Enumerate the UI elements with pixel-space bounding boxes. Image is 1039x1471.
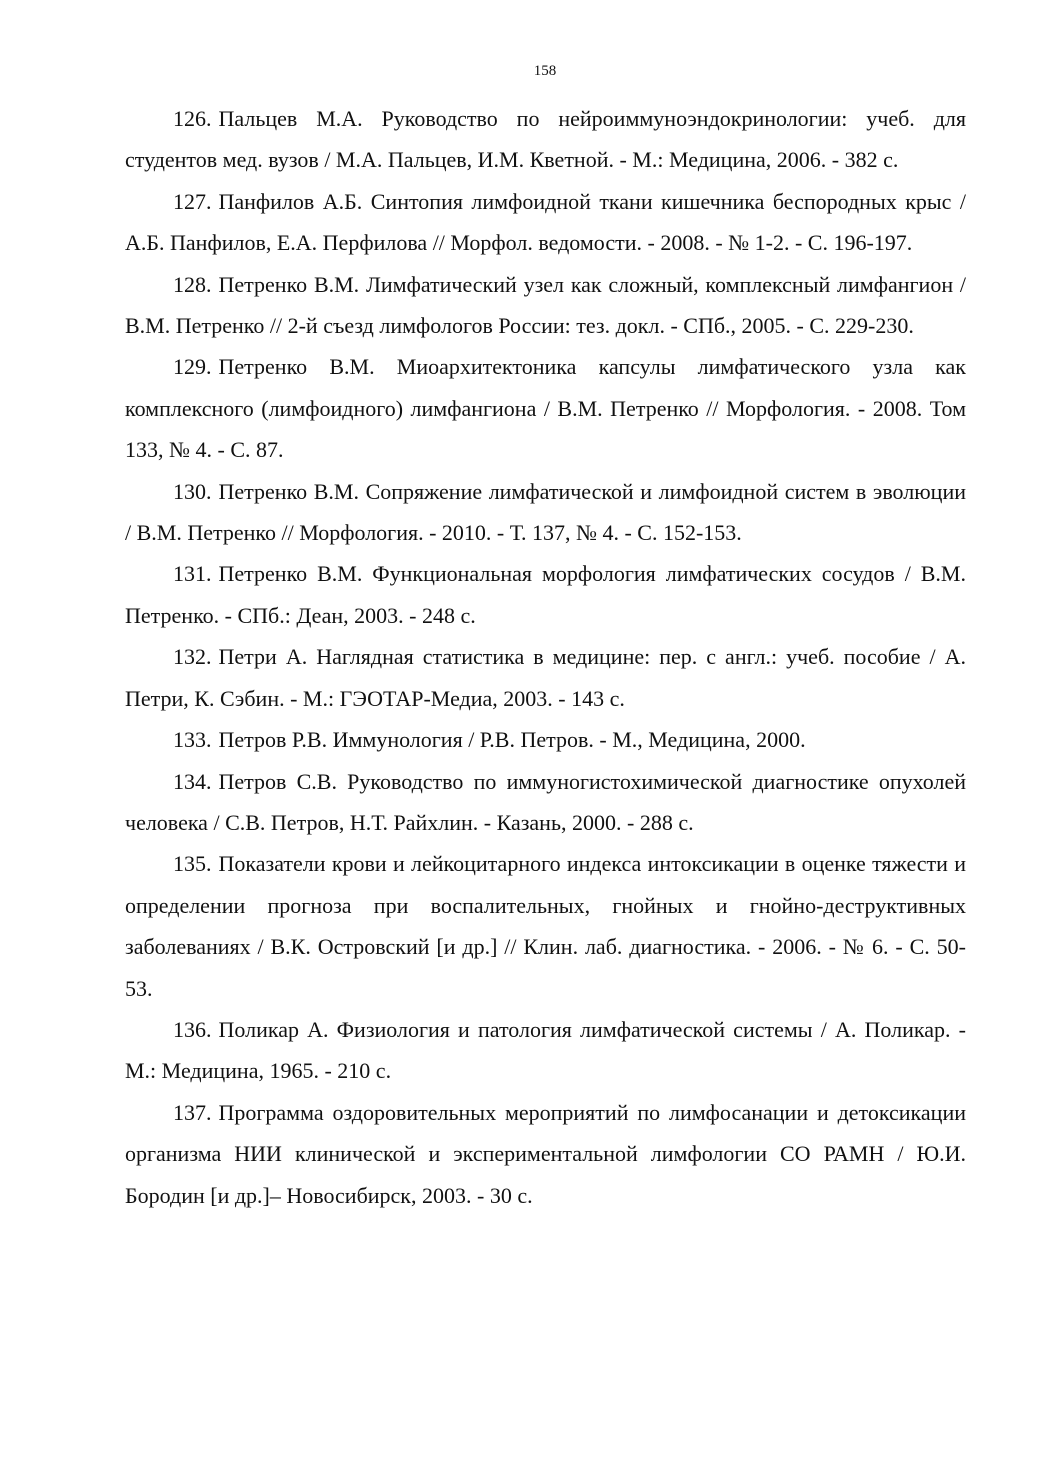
reference-item — [125, 98, 966, 181]
reference-text: Поликар А. Физиология и патология лимфатической системы / А. Поликар. - М.: Медицина, 1965. - 210 с. — [125, 1016, 966, 1084]
reference-item — [125, 1009, 966, 1092]
reference-item — [125, 471, 966, 554]
reference-number: 129. — [173, 354, 212, 380]
reference-number: 131. — [173, 561, 212, 587]
reference-list — [125, 98, 966, 1216]
reference-text: Панфилов А.Б. Синтопия лимфоидной ткани кишечника беспородных крыс / А.Б. Панфилов, Е.А. Перфилова // Морфол. ведомости. - 2008. - № 1-2. - С. 196-197. — [125, 188, 966, 256]
reference-number: 137. — [173, 1099, 212, 1125]
reference-item — [125, 553, 966, 636]
reference-number: 130. — [173, 478, 212, 504]
reference-number: 133. — [173, 727, 212, 753]
reference-number: 127. — [173, 188, 212, 214]
reference-text: Петри А. Наглядная статистика в медицине: пер. с англ.: учеб. пособие / А. Петри, К. Сэбин. - М.: ГЭОТАР-Медиа, 2003. - 143 с. — [125, 644, 966, 711]
reference-text: Петренко В.М. Функциональная морфология лимфатических сосудов / В.М. Петренко. - СПб.: Деан, 2003. - 248 с. — [125, 561, 966, 628]
reference-number: 126. — [173, 106, 212, 131]
reference-item — [125, 719, 966, 760]
reference-text: Петренко В.М. Лимфатический узел как сложный, комплексный лимфангион / В.М. Петренко // 2-й съезд лимфологов России: тез. докл. - СПб., 2005. - С. 229-230. — [125, 271, 966, 339]
reference-item — [125, 636, 966, 719]
reference-text: Петров Р.В. Иммунология / Р.В. Петров. - М., Медицина, 2000. — [218, 727, 806, 753]
reference-item — [125, 181, 966, 264]
reference-number: 134. — [173, 768, 212, 794]
reference-item — [125, 264, 966, 347]
reference-text: Программа оздоровительных мероприятий по лимфосанации и детоксикации организма НИИ клинической и экспериментальной лимфологии СО РАМН / Ю.И. Бородин [и др.]– Новосибирск, 2003. - 30 с. — [125, 1099, 966, 1208]
reference-text: Показатели крови и лейкоцитарного индекса интоксикации в оценке тяжести и определении прогноза при воспалительных, гнойных и гнойно-деструктивных заболеваниях / В.К. Островский [и др.] // Клин. лаб. диагностика. - 2006. - № 6. - С. 50-53. — [125, 851, 966, 1001]
reference-item — [125, 346, 966, 470]
reference-item — [125, 761, 966, 844]
reference-number: 128. — [173, 271, 212, 297]
reference-item — [125, 843, 966, 1009]
reference-item — [125, 1092, 966, 1216]
reference-text: Петров С.В. Руководство по иммуногистохимической диагностике опухолей человека / С.В. Петров, Н.Т. Райхлин. - Казань, 2000. - 288 с. — [125, 768, 966, 835]
reference-number: 132. — [173, 644, 212, 670]
reference-text: Петренко В.М. Миоархитектоника капсулы лимфатического узла как комплексного (лимфоидного) лимфангиона / В.М. Петренко // Морфология. - 2008. Том 133, № 4. - С. 87. — [125, 354, 966, 463]
reference-text: Пальцев М.А. Руководство по нейроиммуноэндокринологии: учеб. для студентов мед. вузов / М.А. Пальцев, И.М. Кветной. - М.: Медицина, 2006. - 382 с. — [125, 106, 966, 173]
reference-text: Петренко В.М. Сопряжение лимфатической и лимфоидной систем в эволюции / В.М. Петренко // Морфология. - 2010. - Т. 137, № 4. - С. 152-153. — [125, 478, 966, 546]
reference-number: 136. — [173, 1016, 212, 1042]
page-number: 158 — [533, 63, 557, 79]
reference-number: 135. — [173, 851, 212, 877]
